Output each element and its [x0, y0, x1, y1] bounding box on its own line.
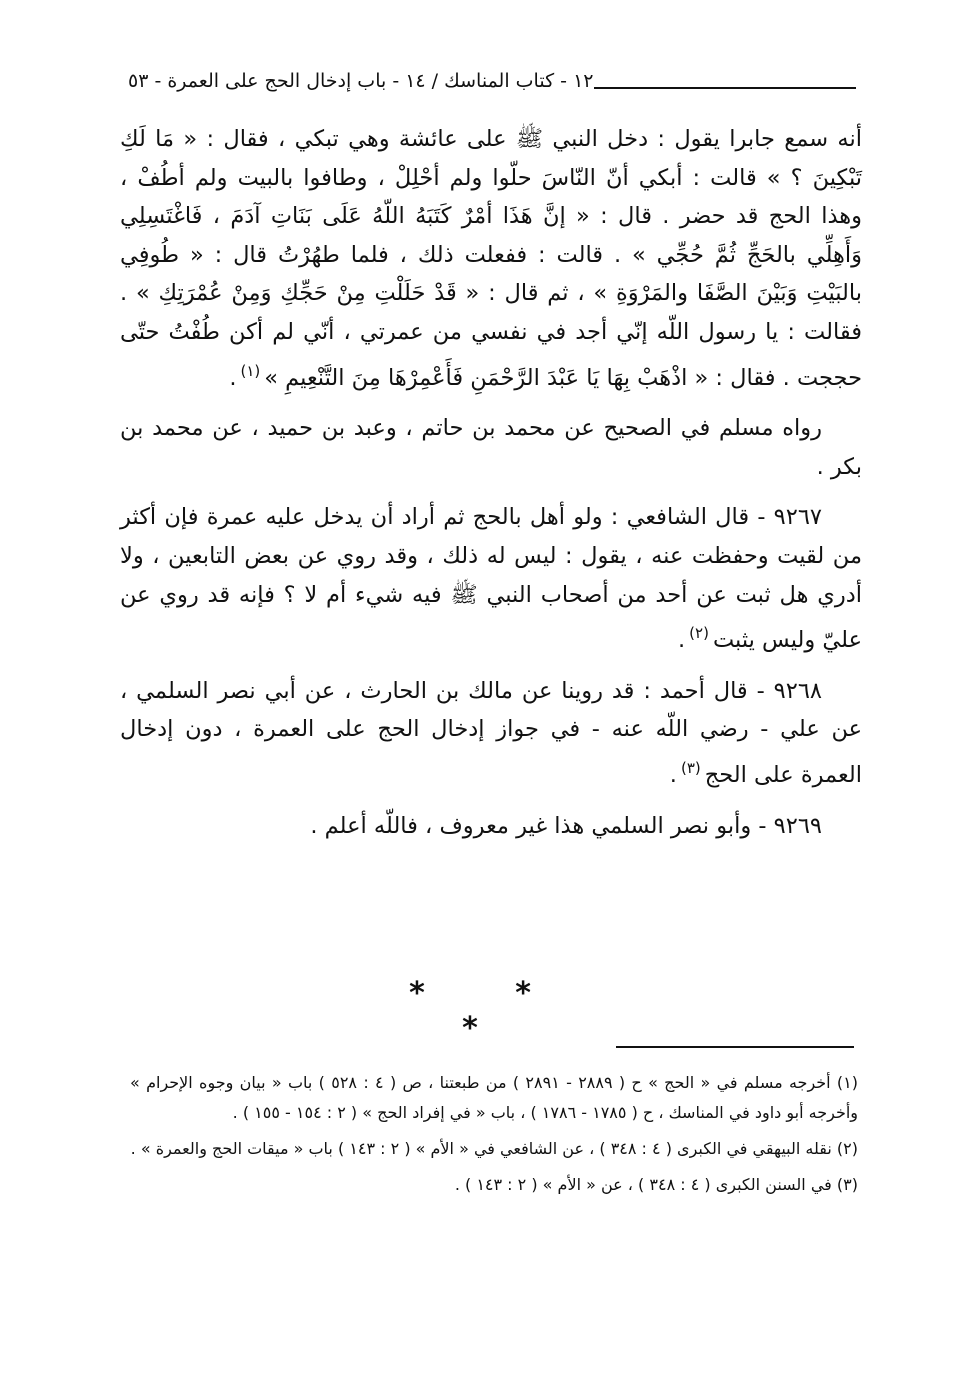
entry-9268-period: .	[669, 761, 677, 788]
footnote-ref-3: (٣)	[680, 758, 701, 777]
entry-9268	[120, 672, 862, 795]
running-title: ١٢ - كتاب المناسك / ١٤ - باب إدخال الحج على العمرة - ٥٣	[128, 70, 594, 92]
entry-9267	[120, 498, 862, 659]
hadith-text: أنه سمع جابرا يقول : دخل النبي ﷺ على عائشة وهي تبكي ، فقال : « مَا لَكِ تَبْكِينَ ؟ » قالت : أبكي أنّ النّاسَ حلّوا ولم أحْلِلْ ، وطافوا بالبيت ولم أطُفْ ، وهذا الحج قد حضر . قال : « إنَّ هَذَا أمْرٌ كَتَبَهُ اللّهُ عَلَى بَنَاتِ آدَمَ ، فَاغْتَسِلِي وَأَهِلِّي بالحَجِّ ثُمَّ حُجِّي » . قالت : ففعلت ذلك ، فلما طهُرْتُ قال : « طُوفِي بالبَيْتِ وَبَيْنَ الصَّفَا والمَرْوَةِ » ، ثم قال : « قَدْ حَلَلْتِ مِنْ حَجِّكِ وَمِنْ عُمْرَتِكِ » . فقالت : يا رسول اللّه إنّي أجد في نفسي من عمرتي ، أنّي لم أكن طُفْتُ حتّى حججت . فقال : « اذْهَبْ بِهَا يَا عَبْدَ الرَّحْمَنِ فَأَعْمِرْهَا مِنَ التَّنْعِيمِ »	[120, 126, 862, 391]
footnote-ref-2: (٢)	[689, 624, 709, 643]
entry-9267-text: ٩٢٦٧ - قال الشافعي : ولو أهل بالحج ثم أراد أن يدخل عليه عمرة فإن أكثر من لقيت وحفظت عنه ، يقول : ليس له ذلك ، وقد روي عن بعض التابعين ، ولا أدري هل ثبت عن أحد من أصحاب النبي ﷺ فيه شيء أم لا ؟ فإنه قد روي عن عليّ وليس يثبت	[120, 504, 862, 654]
footnote-3: (٣) في السنن الكبرى ( ٤ : ٣٤٨ ) ، عن « الأم » ( ٢ : ١٤٣ ) .	[454, 1175, 858, 1194]
running-header	[128, 66, 856, 96]
footnotes	[130, 1068, 858, 1206]
hadith-paragraph	[120, 120, 862, 397]
entry-9267-period: .	[678, 627, 686, 654]
entry-9269: ٩٢٦٩ - وأبو نصر السلمي هذا غير معروف ، فاللّه أعلم .	[310, 812, 822, 839]
section-separator: * * *	[409, 976, 571, 1046]
footnote-1: (١) أخرجه مسلم في « الحج » ح ( ٢٨٨٩ - ٢٨٩١ ) من طبعتنا ، ص ( ٤ : ٥٢٨ ) باب « بيان وجوه الإحرام » وأخرجه أبو داود في المناسك ، ح ( ١٧٨٥ - ١٧٨٦ ) ، باب « في إفراد الحج » ( ٢ : ١٥٤ - ١٥٥ ) .	[130, 1073, 859, 1122]
hadith-period: .	[229, 364, 237, 391]
main-text	[120, 120, 862, 857]
footnote-rule	[616, 1046, 854, 1048]
header-rule	[594, 87, 856, 89]
entry-9268-text: ٩٢٦٨ - قال أحمد : قد روينا عن مالك بن الحارث ، عن أبي نصر السلمي ، عن علي - رضي اللّه عنه - في جواز إدخال الحج على العمرة ، دون إدخال العمرة على الحج	[120, 677, 862, 788]
footnote-2: (٢) نقله البيهقي في الكبرى ( ٤ : ٣٤٨ ) ، عن الشافعي في « الأم » ( ٢ : ١٤٣ ) باب « ميقات الحج والعمرة » .	[130, 1139, 858, 1158]
narration-paragraph: رواه مسلم في الصحيح عن محمد بن حاتم ، وعبد بن حميد ، عن محمد بن بكر .	[120, 415, 862, 480]
footnote-ref-1: (١)	[240, 361, 261, 380]
